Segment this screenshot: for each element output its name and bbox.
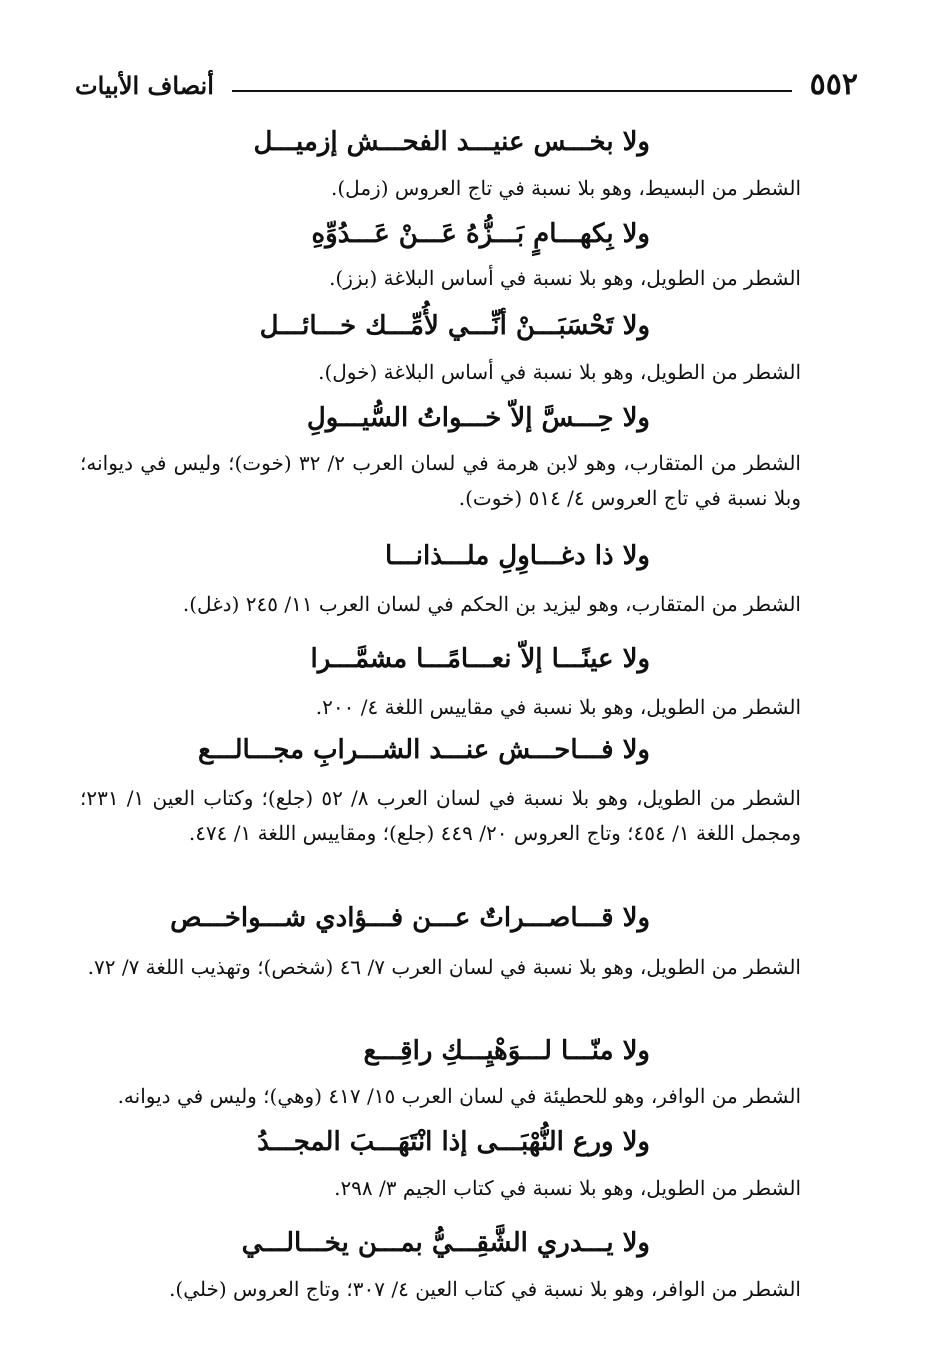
source-note: الشطر من الطويل، وهو بلا نسبة في مقاييس اللغة ٤/ ٢٠٠. (315, 695, 801, 719)
source-note: الشطر من الطويل، وهو بلا نسبة في كتاب الجيم ٣/ ٢٩٨. (334, 1176, 801, 1200)
header-rule (232, 90, 792, 92)
page-number: ٥٥٢ (809, 67, 858, 102)
running-title: أنصاف الأبيات (75, 71, 214, 100)
source-note: الشطر من المتقارب، وهو ليزيد بن الحكم في لسان العرب ١١/ ٢٤٥ (دغل). (182, 592, 801, 616)
source-note: الشطر من الطويل، وهو بلا نسبة في أساس البلاغة (خول). (318, 360, 801, 384)
verse-line: ولا منّـــا لـــوَهْيِـــكِ راقِـــع (363, 1036, 650, 1066)
verse-line: ولا حِـــسَّ إلاّ خـــواتُ السُّيـــولِ (306, 403, 650, 433)
verse-line: ولا قـــاصـــراتٌ عـــن فـــؤادي شـــواخـــص (170, 903, 650, 933)
source-note: الشطر من البسيط، وهو بلا نسبة في تاج العروس (زمل). (331, 176, 801, 200)
page-header (75, 62, 858, 102)
verse-line: ولا تَحْسَبَـــنْ أنِّـــي لأُمِّـــك خـــائـــل (259, 311, 650, 341)
verse-line: ولا ورع النُّهْبَـــى إذا انْتَهَـــبَ المجـــدُ (257, 1127, 650, 1157)
source-note: الشطر من الوافر، وهو للحطيئة في لسان العرب ١٥/ ٤١٧ (وهي)؛ وليس في ديوانه. (117, 1084, 801, 1108)
verse-line: ولا يـــدري الشَّقِـــيُّ بمـــن يخـــالـــي (241, 1228, 650, 1258)
verse-line: ولا فـــاحـــش عنـــد الشـــرابِ مجـــالـــع (197, 735, 650, 765)
source-note: الشطر من الوافر، وهو بلا نسبة في كتاب العين ٤/ ٣٠٧؛ وتاج العروس (خلي). (169, 1277, 801, 1301)
source-note: الشطر من الطويل، وهو بلا نسبة في لسان العرب ٧/ ٤٦ (شخص)؛ وتهذيب اللغة ٧/ ٧٢. (87, 955, 801, 979)
verse-line: ولا بخـــس عنيـــد الفحـــش إزميـــل (253, 127, 650, 157)
source-note: الشطر من الطويل، وهو بلا نسبة في أساس البلاغة (بزز). (329, 266, 801, 290)
source-note: الشطر من المتقارب، وهو لابن هرمة في لسان العرب ٢/ ٣٢ (خوت)؛ وليس في ديوانه؛ وبلا نسبة في تاج العروس ٤/ ٥١٤ (خوت). (80, 451, 801, 510)
source-note: الشطر من الطويل، وهو بلا نسبة في لسان العرب ٨/ ٥٢ (جلع)؛ وكتاب العين ١/ ٢٣١؛ ومجمل اللغة ١/ ٤٥٤؛ وتاج العروس ٢٠/ ٤٤٩ (جلع)؛ ومقاييس اللغة ١/ ٤٧٤. (80, 786, 801, 845)
verse-line: ولا ذا دغـــاوِلِ ملـــذانـــا (384, 541, 650, 571)
verse-line: ولا عينًـــا إلاّ نعـــامًـــا مشمَّـــرا (310, 644, 650, 674)
verse-line: ولا بِكهـــامٍ بَـــزُّهُ عَـــنْ عَـــدُوِّهِ (311, 219, 650, 249)
